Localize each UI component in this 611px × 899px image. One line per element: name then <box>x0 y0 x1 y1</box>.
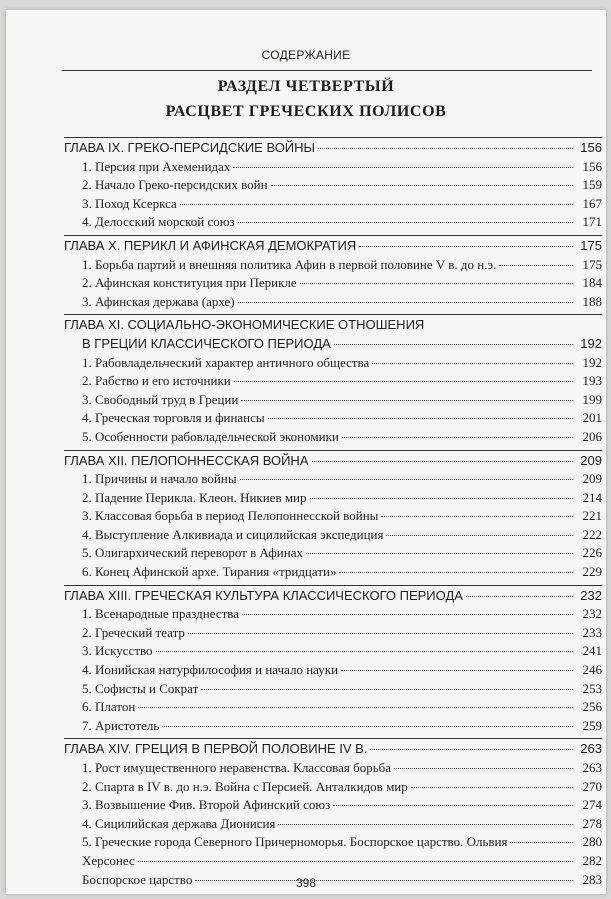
chapter-title: ГЛАВА XIV. ГРЕЦИЯ В ПЕРВОЙ ПОЛОВИНЕ IV В. <box>64 741 368 757</box>
toc-entry[interactable] <box>64 372 602 391</box>
entry-page-number: 214 <box>582 489 602 505</box>
chapter-page-number: 263 <box>580 741 602 757</box>
toc-entry[interactable] <box>64 274 602 293</box>
dot-leader <box>411 787 573 788</box>
dot-leader <box>138 861 573 862</box>
entry-title: 5. Софисты и Сократ <box>82 680 199 696</box>
chapter-heading-line <box>64 316 602 335</box>
toc-entry[interactable] <box>64 778 602 797</box>
dot-leader <box>318 148 573 149</box>
entry-page-number: 209 <box>582 471 602 487</box>
toc-entry[interactable] <box>64 409 602 428</box>
toc-entry[interactable] <box>64 470 602 489</box>
chapter-title: ГЛАВА IX. ГРЕКО-ПЕРСИДСКИЕ ВОЙНЫ <box>64 140 316 155</box>
dot-leader <box>312 461 574 462</box>
entry-page-number: 171 <box>582 214 602 230</box>
dot-leader <box>370 749 573 750</box>
entry-page-number: 259 <box>582 717 602 733</box>
entry-page-number: 270 <box>582 778 602 794</box>
dot-leader <box>180 204 573 205</box>
page-number: 398 <box>295 876 317 890</box>
dot-leader <box>333 805 573 806</box>
toc-entry[interactable] <box>64 642 602 661</box>
dot-leader <box>240 479 573 480</box>
toc-entry[interactable] <box>64 213 602 232</box>
entry-title: 4. Сицилийская держава Дионисия <box>82 815 276 831</box>
toc-entry[interactable] <box>64 391 602 410</box>
dot-leader <box>306 553 573 554</box>
dot-leader <box>339 572 573 573</box>
entry-title: 2. Начало Греко-персидских войн <box>82 177 268 193</box>
entry-page-number: 283 <box>582 871 602 887</box>
entry-title: Боспорское царство <box>82 871 193 887</box>
chapter-heading-line <box>64 237 602 256</box>
entry-page-number: 256 <box>582 699 602 715</box>
section-title-line1: РАЗДЕЛ ЧЕТВЕРТЫЙ <box>217 78 395 95</box>
entry-title: 2. Спарта в IV в. до н.э. Война с Персией. Анталкидов мир <box>82 778 408 794</box>
chapter-title: ГЛАВА XI. СОЦИАЛЬНО-ЭКОНОМИЧЕСКИЕ ОТНОШЕНИЯ <box>64 317 425 333</box>
entry-title: 1. Рост имущественного неравенства. Классовая борьба <box>82 760 392 775</box>
toc-chapter <box>64 314 602 446</box>
chapter-page-number: 156 <box>580 140 602 155</box>
toc-entry[interactable] <box>64 544 602 563</box>
dot-leader <box>342 437 573 438</box>
dot-leader <box>394 768 573 769</box>
dot-leader <box>359 246 573 247</box>
entry-title: 4. Делосский морской союз <box>82 214 235 230</box>
toc-entry[interactable] <box>64 624 602 643</box>
toc-entry[interactable] <box>64 507 602 526</box>
dot-leader <box>156 651 573 652</box>
dot-leader <box>372 363 573 364</box>
entry-title: 4. Выступление Алкивиада и сицилийская экспедиция <box>82 526 384 542</box>
toc-entry[interactable] <box>64 428 602 447</box>
dot-leader <box>278 824 573 825</box>
toc-chapter <box>64 137 602 232</box>
dot-leader <box>334 344 573 345</box>
chapter-title: В ГРЕЦИИ КЛАССИЧЕСКОГО ПЕРИОДА <box>82 335 331 351</box>
entry-title: 4. Ионийская натурфилософия и начало науки <box>82 662 339 678</box>
toc-chapter <box>64 235 602 311</box>
toc-entry[interactable] <box>64 563 602 582</box>
section-title-line2: РАСЦВЕТ ГРЕЧЕСКИХ ПОЛИСОВ <box>165 103 447 120</box>
entry-title: 3. Поход Ксеркса <box>82 195 177 211</box>
entry-title: 2. Афинская конституция при Перикле <box>82 275 297 291</box>
entry-page-number: 233 <box>582 624 602 640</box>
entry-title: 3. Классовая борьба в период Пелопоннесской войны <box>82 508 379 524</box>
chapter-heading-line <box>64 452 602 471</box>
dot-leader <box>386 535 573 536</box>
toc-entry[interactable] <box>64 815 602 834</box>
toc-entry[interactable] <box>64 833 602 852</box>
toc-entry[interactable] <box>64 852 602 871</box>
entry-title: 1. Причины и начало войны <box>82 471 237 487</box>
header-rule <box>62 70 592 71</box>
dot-leader <box>271 185 573 186</box>
entry-page-number: 229 <box>582 564 602 580</box>
dot-leader <box>510 842 573 843</box>
dot-leader <box>300 283 573 284</box>
entry-title: 1. Всенародные празднества <box>82 606 240 622</box>
entry-title: 1. Рабовладельческий характер античного общества <box>82 354 370 370</box>
entry-page-number: 278 <box>582 815 602 831</box>
book-page <box>6 10 606 894</box>
dot-leader <box>162 726 573 727</box>
chapter-title: ГЛАВА XII. ПЕЛОПОННЕССКАЯ ВОЙНА <box>64 452 309 468</box>
entry-title: 6. Платон <box>82 699 136 715</box>
entry-page-number: 199 <box>582 391 602 407</box>
dot-leader <box>238 222 573 223</box>
chapter-heading-line <box>64 335 602 354</box>
entry-page-number: 159 <box>582 177 602 193</box>
dot-leader <box>241 400 573 401</box>
entry-page-number: 156 <box>582 158 602 174</box>
toc-entry[interactable] <box>64 293 602 312</box>
chapter-page-number: 209 <box>580 452 602 468</box>
entry-title: 5. Олигархический переворот в Афинах <box>82 545 303 561</box>
chapter-page-number: 175 <box>580 237 602 253</box>
table-of-contents <box>64 134 602 889</box>
entry-page-number: 263 <box>582 760 602 775</box>
toc-entry[interactable] <box>64 796 602 815</box>
entry-title: 3. Афинская держава (архе) <box>82 293 235 309</box>
dot-leader <box>310 498 573 499</box>
entry-title: 6. Конец Афинской архе. Тирания «тридцати» <box>82 564 337 580</box>
entry-page-number: 241 <box>582 643 602 659</box>
entry-page-number: 280 <box>582 834 602 850</box>
entry-page-number: 175 <box>582 256 602 272</box>
toc-chapter <box>64 450 602 582</box>
entry-page-number: 167 <box>582 195 602 211</box>
toc-entry[interactable] <box>64 176 602 195</box>
entry-title: 5. Особенности рабовладельческой экономики <box>82 428 339 444</box>
toc-entry[interactable] <box>64 680 602 699</box>
entry-page-number: 201 <box>582 410 602 426</box>
chapter-title: ГЛАВА XIII. ГРЕЧЕСКАЯ КУЛЬТУРА КЛАССИЧЕСКОГО ПЕРИОДА <box>64 587 463 603</box>
dot-leader <box>499 265 573 266</box>
toc-entry[interactable] <box>64 698 602 717</box>
entry-title: 7. Аристотель <box>82 717 160 733</box>
entry-page-number: 222 <box>582 526 602 542</box>
entry-title: 5. Греческие города Северного Причерноморья. Боспорское царство. Ольвия <box>82 834 508 850</box>
running-head: СОДЕРЖАНИЕ <box>261 48 351 62</box>
entry-page-number: 246 <box>582 662 602 678</box>
entry-title: 2. Греческий театр <box>82 624 185 640</box>
entry-page-number: 192 <box>582 354 602 370</box>
entry-title: 3. Возвышение Фив. Второй Афинский союз <box>82 797 331 813</box>
toc-entry[interactable] <box>64 256 602 275</box>
dot-leader <box>238 302 573 303</box>
dot-leader <box>138 707 573 708</box>
entry-page-number: 232 <box>582 606 602 622</box>
dot-leader <box>188 633 573 634</box>
toc-entry[interactable] <box>64 354 602 373</box>
entry-title: 2. Рабство и его источники <box>82 373 231 389</box>
dot-leader <box>381 516 573 517</box>
entry-title: Херсонес <box>82 852 135 868</box>
dot-leader <box>466 596 573 597</box>
dot-leader <box>233 167 573 168</box>
entry-title: 4. Греческая торговля и финансы <box>82 410 265 426</box>
entry-page-number: 221 <box>582 508 602 524</box>
toc-entry[interactable] <box>64 717 602 736</box>
toc-chapter <box>64 585 602 736</box>
dot-leader <box>201 689 573 690</box>
entry-title: 1. Борьба партий и внешняя политика Афин в первой половине V в. до н.э. <box>82 256 497 272</box>
dot-leader <box>234 381 573 382</box>
chapter-page-number: 232 <box>580 587 602 603</box>
chapter-heading-line <box>64 740 602 759</box>
entry-title: 2. Падение Перикла. Клеон. Никиев мир <box>82 489 307 505</box>
entry-page-number: 184 <box>582 275 602 291</box>
entry-title: 1. Персия при Ахеменидах <box>82 158 231 174</box>
chapter-heading-line <box>64 139 602 158</box>
entry-page-number: 226 <box>582 545 602 561</box>
toc-entry[interactable] <box>64 158 602 177</box>
entry-page-number: 274 <box>582 797 602 813</box>
entry-title: 3. Искусство <box>82 643 153 659</box>
dot-leader <box>242 614 573 615</box>
toc-entry[interactable] <box>64 489 602 508</box>
entry-page-number: 188 <box>582 293 602 309</box>
toc-entry[interactable] <box>64 661 602 680</box>
chapter-heading-line <box>64 587 602 606</box>
entry-title: 3. Свободный труд в Греции <box>82 391 239 407</box>
entry-page-number: 193 <box>582 373 602 389</box>
toc-entry[interactable] <box>64 526 602 545</box>
entry-page-number: 253 <box>582 680 602 696</box>
toc-chapter <box>64 738 602 889</box>
entry-page-number: 206 <box>582 428 602 444</box>
toc-entry[interactable] <box>64 759 602 778</box>
entry-page-number: 282 <box>582 852 602 868</box>
toc-entry[interactable] <box>64 605 602 624</box>
dot-leader <box>341 670 573 671</box>
toc-entry[interactable] <box>64 195 602 214</box>
chapter-title: ГЛАВА X. ПЕРИКЛ И АФИНСКАЯ ДЕМОКРАТИЯ <box>64 237 357 253</box>
dot-leader <box>268 418 573 419</box>
chapter-page-number: 192 <box>580 335 602 351</box>
